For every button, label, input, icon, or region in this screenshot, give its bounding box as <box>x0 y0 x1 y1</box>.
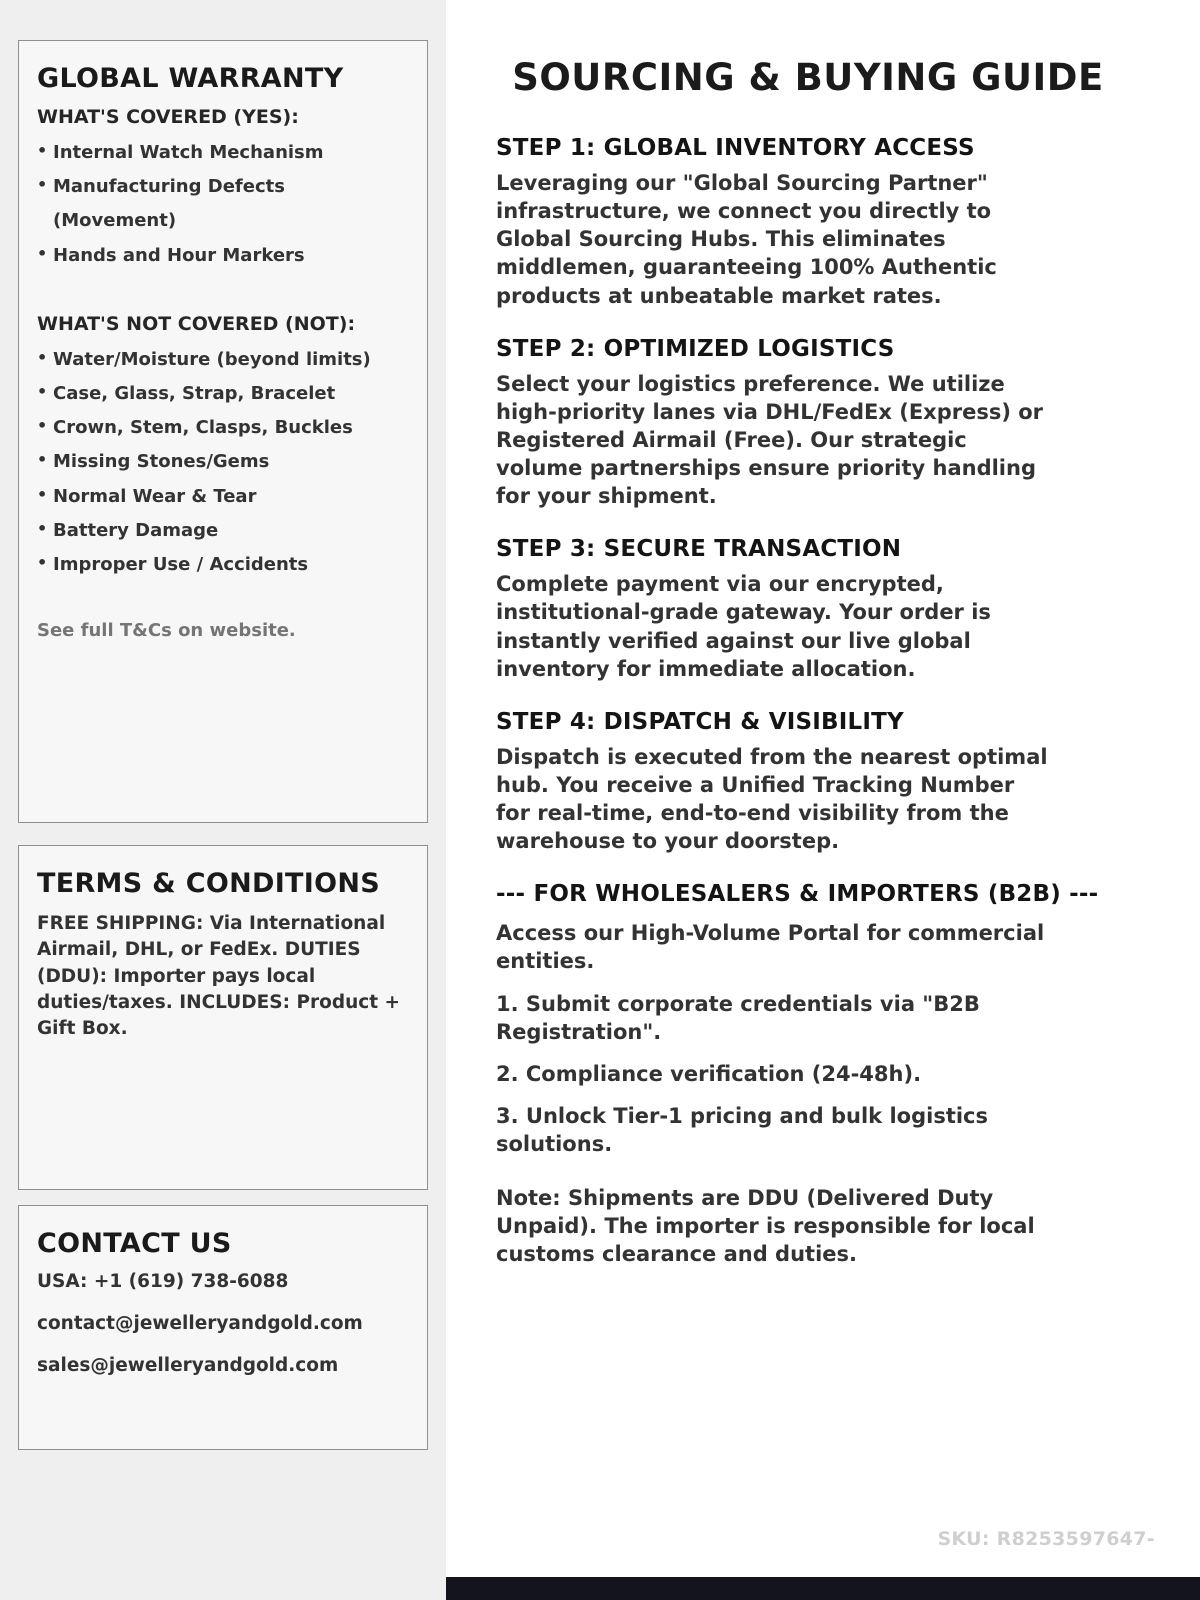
contact-email-primary: contact@jewelleryandgold.com <box>37 1313 363 1334</box>
not-covered-heading: WHAT'S NOT COVERED (NOT): <box>37 312 356 335</box>
warranty-panel <box>18 40 428 823</box>
contact-title: CONTACT US <box>37 1228 232 1259</box>
b2b-item: 2. Compliance verification (24-48h). <box>496 1061 922 1086</box>
terms-title: TERMS & CONDITIONS <box>37 868 380 899</box>
page-title: SOURCING & BUYING GUIDE <box>512 56 1104 99</box>
not-covered-item: • Battery Damage <box>37 514 409 548</box>
step-3-body: Complete payment via our encrypted, institutional-grade gateway. Your order is instantly verified against our live global inventory for immediate allocation. <box>496 572 991 681</box>
covered-item: • Hands and Hour Markers <box>37 239 409 273</box>
covered-item: • Internal Watch Mechanism <box>37 136 409 170</box>
not-covered-list <box>37 343 409 582</box>
not-covered-item: • Water/Moisture (beyond limits) <box>37 343 409 377</box>
warranty-footnote: See full T&Cs on website. <box>37 620 296 642</box>
b2b-section <box>496 881 1120 1268</box>
contact-panel <box>18 1205 428 1450</box>
bottom-bar <box>446 1577 1200 1600</box>
step-2-body: Select your logistics preference. We utilize high-priority lanes via DHL/FedEx (Express) or Registered Airmail (Free). Our strategic volume partnerships ensure priority handling for your shipment. <box>496 371 1044 509</box>
step-4-heading: STEP 4: DISPATCH & VISIBILITY <box>496 708 904 735</box>
step-4-section <box>496 709 1120 856</box>
step-3-section <box>496 536 1120 683</box>
terms-panel <box>18 845 428 1190</box>
warranty-title: GLOBAL WARRANTY <box>37 63 344 94</box>
not-covered-item: • Crown, Stem, Clasps, Buckles <box>37 411 409 445</box>
not-covered-item: • Case, Glass, Strap, Bracelet <box>37 377 409 411</box>
contact-email-sales: sales@jewelleryandgold.com <box>37 1355 339 1376</box>
step-2-heading: STEP 2: OPTIMIZED LOGISTICS <box>496 335 895 362</box>
b2b-note: Note: Shipments are DDU (Delivered Duty Unpaid). The importer is responsible for local customs clearance and duties. <box>496 1186 1035 1267</box>
step-1-body: Leveraging our "Global Sourcing Partner" infrastructure, we connect you directly to Global Sourcing Hubs. This eliminates middlemen, guaranteeing 100% Authentic products at unbeatable market rates. <box>496 171 997 308</box>
b2b-item: 1. Submit corporate credentials via "B2B Registration". <box>496 991 980 1044</box>
step-1-section <box>496 135 1120 310</box>
sidebar <box>0 0 446 1600</box>
covered-item: • Manufacturing Defects (Movement) <box>37 170 409 238</box>
main-content <box>446 0 1200 1600</box>
b2b-item: 3. Unlock Tier-1 pricing and bulk logistics solutions. <box>496 1103 989 1156</box>
b2b-heading: --- FOR WHOLESALERS & IMPORTERS (B2B) --- <box>496 881 1099 908</box>
step-2-section <box>496 336 1120 511</box>
not-covered-item: • Missing Stones/Gems <box>37 445 409 479</box>
not-covered-item: • Improper Use / Accidents <box>37 548 409 582</box>
step-4-body: Dispatch is executed from the nearest optimal hub. You receive a Unified Tracking Number for real-time, end-to-end visibility from the warehouse to your doorstep. <box>496 744 1048 854</box>
covered-heading: WHAT'S COVERED (YES): <box>37 106 299 128</box>
sku-label: SKU: R8253597647- <box>937 1528 1155 1550</box>
terms-body: FREE SHIPPING: Via International Airmail, DHL, or FedEx. DUTIES (DDU): Importer pays local duties/taxes. INCLUDES: Product + Gift Box. <box>37 913 401 1040</box>
covered-list <box>37 136 409 273</box>
b2b-intro: Access our High-Volume Portal for commercial entities. <box>496 921 1045 974</box>
not-covered-item: • Normal Wear & Tear <box>37 480 409 514</box>
step-1-heading: STEP 1: GLOBAL INVENTORY ACCESS <box>496 135 975 161</box>
contact-phone: USA: +1 (619) 738-6088 <box>37 1271 289 1292</box>
step-3-heading: STEP 3: SECURE TRANSACTION <box>496 536 902 563</box>
